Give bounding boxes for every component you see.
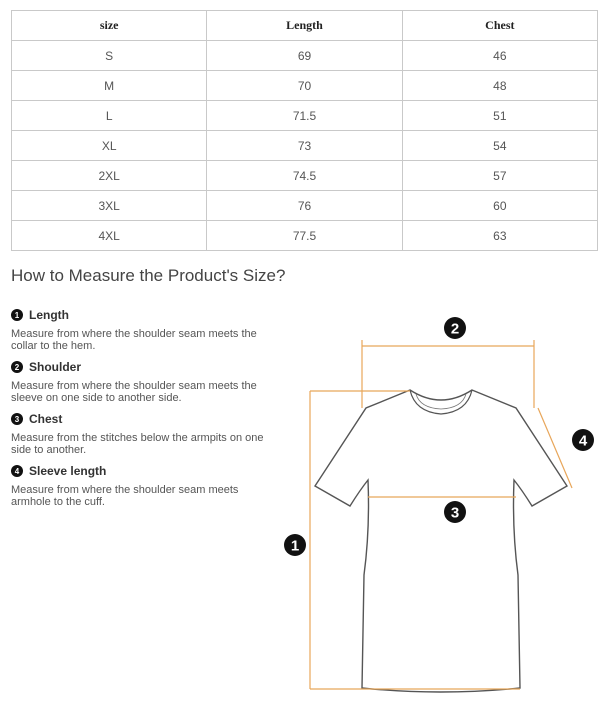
instruction-description: Measure from where the shoulder seam meets the collar to the hem. xyxy=(11,328,257,352)
cell-chest: 46 xyxy=(402,41,597,71)
cell-size: M xyxy=(12,71,207,101)
header-size: size xyxy=(12,11,207,41)
instruction-shoulder xyxy=(11,360,273,404)
cell-chest: 63 xyxy=(402,221,597,251)
cell-chest: 51 xyxy=(402,101,597,131)
tshirt-outline xyxy=(315,390,567,692)
cell-size: 3XL xyxy=(12,191,207,221)
section-title: How to Measure the Product's Size? xyxy=(11,266,286,285)
marker-2 xyxy=(444,317,466,339)
size-table xyxy=(11,10,598,251)
table-row xyxy=(12,161,598,191)
cell-length: 73 xyxy=(207,131,402,161)
marker-4 xyxy=(572,429,594,451)
marker-4-label: 4 xyxy=(578,432,588,450)
number-badge: 4 xyxy=(11,465,23,477)
instruction-description: Measure from the stitches below the armpits on one side to another. xyxy=(11,432,264,456)
instruction-length xyxy=(11,308,273,352)
cell-length: 71.5 xyxy=(207,101,402,131)
table-row xyxy=(12,191,598,221)
cell-length: 74.5 xyxy=(207,161,402,191)
instruction-title-text: Chest xyxy=(29,412,63,426)
table-row xyxy=(12,41,598,71)
cell-size: 2XL xyxy=(12,161,207,191)
measurement-instructions xyxy=(11,308,273,516)
cell-chest: 48 xyxy=(402,71,597,101)
instruction-chest xyxy=(11,412,273,456)
instruction-title-text: Shoulder xyxy=(29,360,82,374)
table-row xyxy=(12,71,598,101)
header-chest: Chest xyxy=(402,11,597,41)
marker-3 xyxy=(444,501,466,523)
cell-length: 69 xyxy=(207,41,402,71)
header-length: Length xyxy=(207,11,402,41)
instruction-sleeve-length xyxy=(11,464,273,508)
cell-length: 76 xyxy=(207,191,402,221)
marker-3-label: 3 xyxy=(450,504,460,522)
number-badge: 1 xyxy=(11,309,23,321)
cell-size: L xyxy=(12,101,207,131)
marker-2-label: 2 xyxy=(450,320,460,338)
table-header-row xyxy=(12,11,598,41)
instruction-description: Measure from where the shoulder seam meets the sleeve on one side to another side. xyxy=(11,380,257,404)
instruction-title-text: Length xyxy=(29,308,69,322)
instruction-title-text: Sleeve length xyxy=(29,464,107,478)
instruction-title xyxy=(11,360,273,374)
instruction-title xyxy=(11,464,273,478)
instruction-title xyxy=(11,308,273,322)
tshirt-measurement-diagram xyxy=(270,300,600,700)
cell-length: 77.5 xyxy=(207,221,402,251)
marker-1-label: 1 xyxy=(290,537,300,555)
table-row xyxy=(12,131,598,161)
instruction-description: Measure from where the shoulder seam meets armhole to the cuff. xyxy=(11,484,239,508)
table-row xyxy=(12,101,598,131)
table-row xyxy=(12,221,598,251)
cell-length: 70 xyxy=(207,71,402,101)
marker-1 xyxy=(284,534,306,556)
number-badge: 3 xyxy=(11,413,23,425)
cell-chest: 54 xyxy=(402,131,597,161)
instruction-title xyxy=(11,412,273,426)
cell-chest: 57 xyxy=(402,161,597,191)
cell-chest: 60 xyxy=(402,191,597,221)
number-badge: 2 xyxy=(11,361,23,373)
cell-size: S xyxy=(12,41,207,71)
cell-size: XL xyxy=(12,131,207,161)
cell-size: 4XL xyxy=(12,221,207,251)
